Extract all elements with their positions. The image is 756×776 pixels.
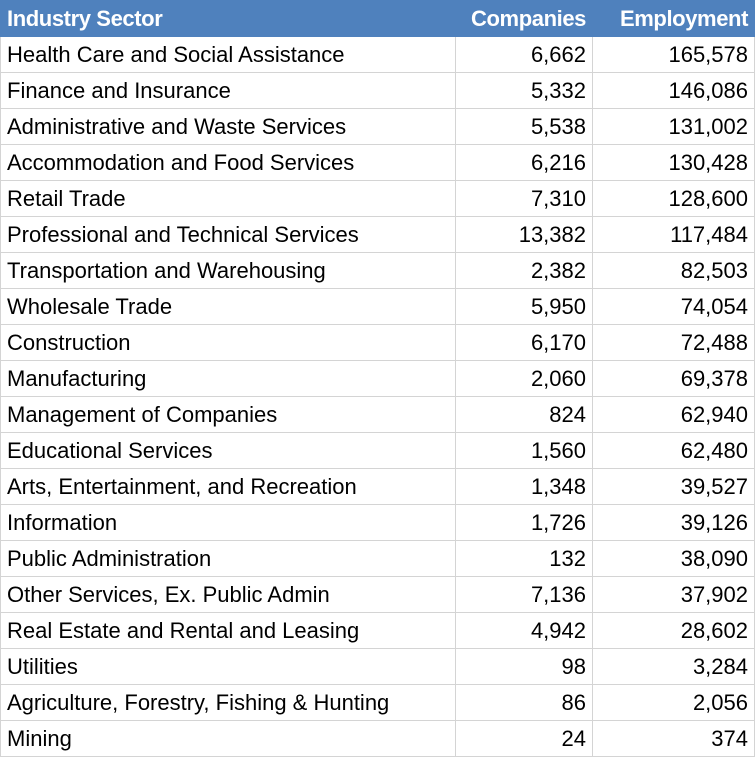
table-row: [1, 325, 755, 361]
cell-employment: 38,090: [593, 541, 755, 577]
cell-companies: 2,060: [456, 361, 593, 397]
cell-industry-sector: Utilities: [1, 649, 456, 685]
table-row: [1, 217, 755, 253]
cell-employment: 374: [593, 721, 755, 757]
cell-industry-sector: Finance and Insurance: [1, 73, 456, 109]
cell-employment: 37,902: [593, 577, 755, 613]
cell-companies: 5,538: [456, 109, 593, 145]
cell-industry-sector: Real Estate and Rental and Leasing: [1, 613, 456, 649]
cell-companies: 132: [456, 541, 593, 577]
cell-companies: 6,662: [456, 37, 593, 73]
table-row: [1, 433, 755, 469]
cell-industry-sector: Accommodation and Food Services: [1, 145, 456, 181]
cell-companies: 5,950: [456, 289, 593, 325]
cell-employment: 3,284: [593, 649, 755, 685]
cell-industry-sector: Retail Trade: [1, 181, 456, 217]
table-row: [1, 613, 755, 649]
cell-companies: 98: [456, 649, 593, 685]
table-row: [1, 145, 755, 181]
cell-employment: 28,602: [593, 613, 755, 649]
cell-industry-sector: Arts, Entertainment, and Recreation: [1, 469, 456, 505]
cell-employment: 82,503: [593, 253, 755, 289]
header-row: [1, 1, 755, 37]
cell-employment: 74,054: [593, 289, 755, 325]
cell-industry-sector: Professional and Technical Services: [1, 217, 456, 253]
cell-employment: 128,600: [593, 181, 755, 217]
cell-industry-sector: Other Services, Ex. Public Admin: [1, 577, 456, 613]
table-row: [1, 505, 755, 541]
table-row: [1, 37, 755, 73]
cell-companies: 5,332: [456, 73, 593, 109]
header-industry-sector: Industry Sector: [1, 1, 456, 37]
cell-industry-sector: Transportation and Warehousing: [1, 253, 456, 289]
table-row: [1, 181, 755, 217]
cell-employment: 131,002: [593, 109, 755, 145]
cell-employment: 39,126: [593, 505, 755, 541]
cell-industry-sector: Agriculture, Forestry, Fishing & Hunting: [1, 685, 456, 721]
table-row: [1, 469, 755, 505]
cell-industry-sector: Health Care and Social Assistance: [1, 37, 456, 73]
cell-industry-sector: Educational Services: [1, 433, 456, 469]
table-body: [1, 37, 755, 757]
cell-companies: 24: [456, 721, 593, 757]
cell-industry-sector: Information: [1, 505, 456, 541]
cell-employment: 146,086: [593, 73, 755, 109]
table-row: [1, 721, 755, 757]
cell-companies: 6,170: [456, 325, 593, 361]
table-row: [1, 397, 755, 433]
table-row: [1, 73, 755, 109]
cell-employment: 130,428: [593, 145, 755, 181]
table-row: [1, 577, 755, 613]
cell-employment: 165,578: [593, 37, 755, 73]
cell-industry-sector: Management of Companies: [1, 397, 456, 433]
cell-companies: 1,726: [456, 505, 593, 541]
cell-industry-sector: Public Administration: [1, 541, 456, 577]
header-employment: Employment: [593, 1, 755, 37]
table-row: [1, 109, 755, 145]
table-row: [1, 541, 755, 577]
cell-companies: 824: [456, 397, 593, 433]
cell-companies: 2,382: [456, 253, 593, 289]
cell-employment: 2,056: [593, 685, 755, 721]
cell-employment: 69,378: [593, 361, 755, 397]
cell-employment: 117,484: [593, 217, 755, 253]
cell-companies: 7,310: [456, 181, 593, 217]
cell-companies: 6,216: [456, 145, 593, 181]
cell-industry-sector: Construction: [1, 325, 456, 361]
table-header: [1, 1, 755, 37]
cell-employment: 39,527: [593, 469, 755, 505]
cell-employment: 72,488: [593, 325, 755, 361]
header-companies: Companies: [456, 1, 593, 37]
cell-companies: 86: [456, 685, 593, 721]
cell-industry-sector: Wholesale Trade: [1, 289, 456, 325]
table-row: [1, 685, 755, 721]
cell-companies: 13,382: [456, 217, 593, 253]
cell-companies: 1,348: [456, 469, 593, 505]
table-row: [1, 253, 755, 289]
cell-employment: 62,940: [593, 397, 755, 433]
cell-companies: 1,560: [456, 433, 593, 469]
cell-industry-sector: Administrative and Waste Services: [1, 109, 456, 145]
cell-employment: 62,480: [593, 433, 755, 469]
cell-companies: 7,136: [456, 577, 593, 613]
table-row: [1, 649, 755, 685]
cell-industry-sector: Manufacturing: [1, 361, 456, 397]
table-row: [1, 289, 755, 325]
cell-industry-sector: Mining: [1, 721, 456, 757]
cell-companies: 4,942: [456, 613, 593, 649]
table-row: [1, 361, 755, 397]
